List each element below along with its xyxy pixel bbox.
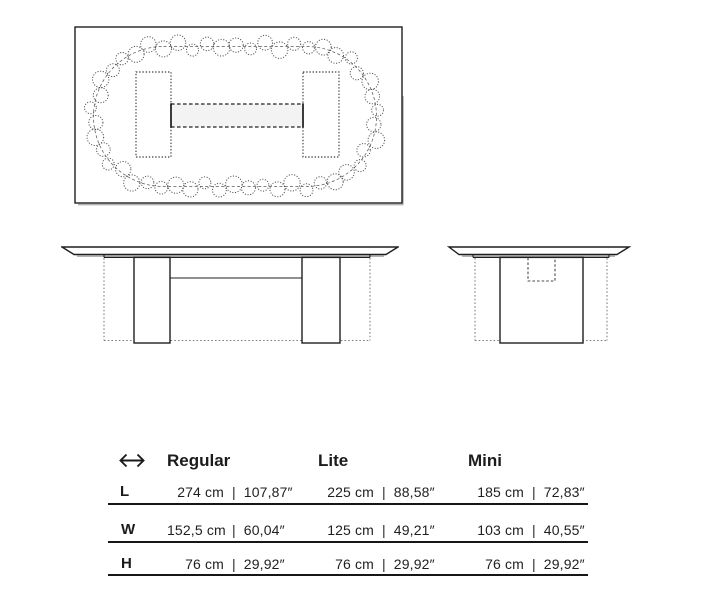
inch-value: 29,92″ xyxy=(393,556,435,572)
value-height-mini xyxy=(467,556,585,572)
separator: | xyxy=(232,522,236,538)
inch-value: 40,55″ xyxy=(543,522,585,538)
front-leg-left xyxy=(134,257,170,343)
separator: | xyxy=(232,484,236,500)
separator: | xyxy=(382,556,386,572)
front-leg-right xyxy=(302,257,340,343)
value-width-lite xyxy=(317,522,435,538)
cm-value: 185 cm xyxy=(477,484,524,500)
inch-value: 49,21″ xyxy=(393,522,435,538)
column-header-regular: Regular xyxy=(167,451,231,470)
cm-value: 225 cm xyxy=(327,484,374,500)
inch-value: 72,83″ xyxy=(543,484,585,500)
inch-value: 60,04″ xyxy=(243,522,285,538)
cm-value: 125 cm xyxy=(327,522,374,538)
row-divider xyxy=(108,503,588,505)
row-divider xyxy=(108,574,588,576)
cm-value: 76 cm xyxy=(185,556,224,572)
column-header-mini: Mini xyxy=(468,451,502,470)
inch-value: 107,87″ xyxy=(243,484,293,500)
cm-value: 274 cm xyxy=(177,484,224,500)
front-tabletop xyxy=(62,247,398,255)
cm-value: 152,5 cm xyxy=(167,522,226,538)
plan-leg-left xyxy=(136,72,171,157)
value-length-regular xyxy=(167,484,293,500)
value-height-lite xyxy=(317,556,435,572)
separator: | xyxy=(532,556,536,572)
separator: | xyxy=(532,484,536,500)
plan-leg-right xyxy=(303,72,339,157)
cm-value: 76 cm xyxy=(335,556,374,572)
row-divider xyxy=(108,541,588,543)
separator: | xyxy=(232,556,236,572)
value-width-mini xyxy=(467,522,585,538)
separator: | xyxy=(382,484,386,500)
separator: | xyxy=(382,522,386,538)
separator: | xyxy=(532,522,536,538)
side-elevation-drawing xyxy=(447,245,631,347)
plan-beam xyxy=(171,103,303,127)
cm-value: 76 cm xyxy=(485,556,524,572)
inch-value: 29,92″ xyxy=(543,556,585,572)
column-header-lite: Lite xyxy=(318,451,349,470)
inch-value: 88,58″ xyxy=(393,484,435,500)
row-label-length: L xyxy=(120,483,130,500)
side-tabletop xyxy=(449,247,629,255)
row-label-height: H xyxy=(121,555,132,572)
inch-value: 29,92″ xyxy=(243,556,285,572)
row-label-width: W xyxy=(121,521,136,538)
side-leg xyxy=(500,257,583,343)
cm-value: 103 cm xyxy=(477,522,524,538)
width-double-arrow-icon xyxy=(117,452,147,469)
value-width-regular xyxy=(167,522,285,538)
value-height-regular xyxy=(167,556,285,572)
front-elevation-drawing xyxy=(61,245,399,347)
plan-view-drawing xyxy=(74,26,406,207)
value-length-lite xyxy=(317,484,435,500)
value-length-mini xyxy=(467,484,585,500)
